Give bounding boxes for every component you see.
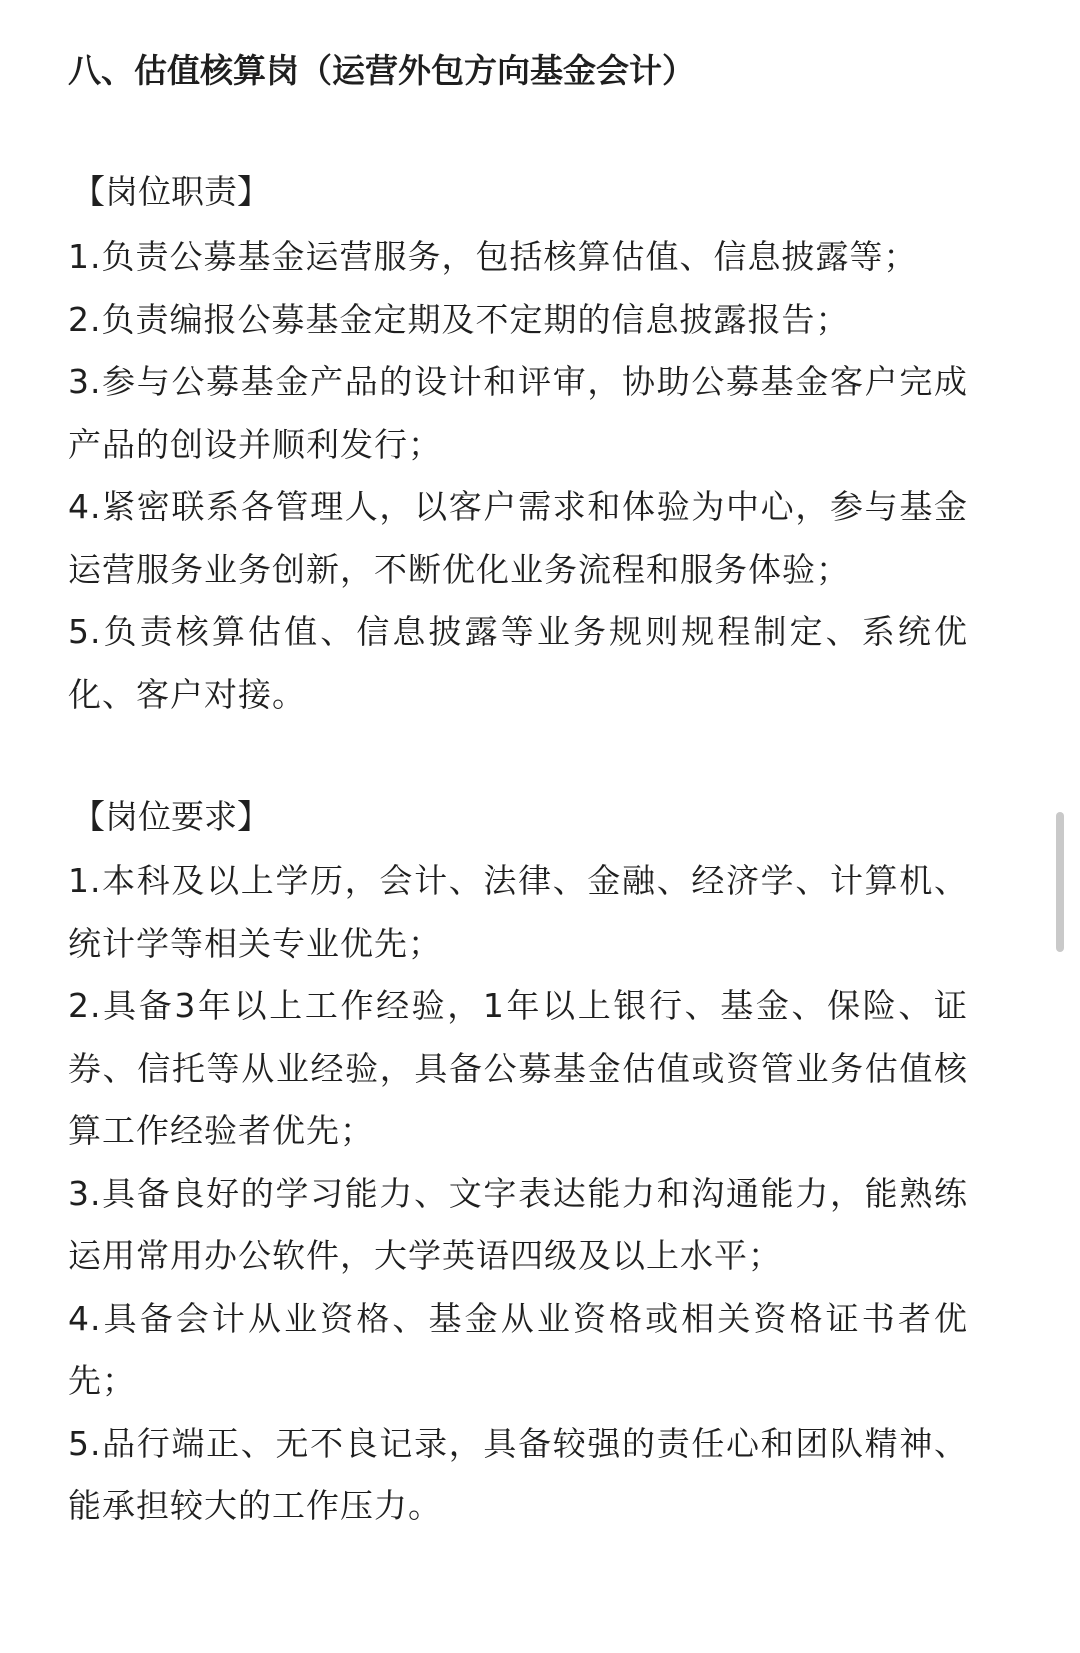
page-title: 八、估值核算岗（运营外包方向基金会计） bbox=[68, 51, 695, 90]
requirement-item-3: 3.具备良好的学习能力、文字表达能力和沟通能力，能熟练运用常用办公软件，大学英语四级及以上水平； bbox=[68, 1173, 968, 1275]
requirements-list bbox=[68, 850, 968, 1538]
requirement-item-5: 5.品行端正、无不良记录，具备较强的责任心和团队精神、能承担较大的工作压力。 bbox=[68, 1423, 968, 1525]
duties-section-label: 【岗位职责】 bbox=[72, 172, 270, 211]
requirement-item-4: 4.具备会计从业资格、基金从业资格或相关资格证书者优先； bbox=[68, 1298, 968, 1400]
requirement-item-1: 1.本科及以上学历，会计、法律、金融、经济学、计算机、统计学等相关专业优先； bbox=[68, 861, 968, 963]
duty-item-1: 1.负责公募基金运营服务，包括核算估值、信息披露等； bbox=[68, 237, 918, 276]
duty-item-3: 3.参与公募基金产品的设计和评审，协助公募基金客户完成产品的创设并顺利发行； bbox=[68, 362, 968, 464]
scrollbar[interactable] bbox=[1056, 812, 1064, 952]
duty-item-2: 2.负责编报公募基金定期及不定期的信息披露报告； bbox=[68, 299, 850, 339]
duties-list bbox=[68, 226, 968, 726]
requirements-section-label: 【岗位要求】 bbox=[72, 797, 270, 836]
duty-item-5: 5.负责核算估值、信息披露等业务规则规程制定、系统优化、客户对接。 bbox=[68, 612, 968, 714]
duty-item-4: 4.紧密联系各管理人，以客户需求和体验为中心，参与基金运营服务业务创新，不断优化业务流程和服务体验； bbox=[68, 487, 968, 589]
requirement-item-2: 2.具备3年以上工作经验，1年以上银行、基金、保险、证券、信托等从业经验，具备公募基金估值或资管业务估值核算工作经验者优先； bbox=[68, 986, 968, 1150]
